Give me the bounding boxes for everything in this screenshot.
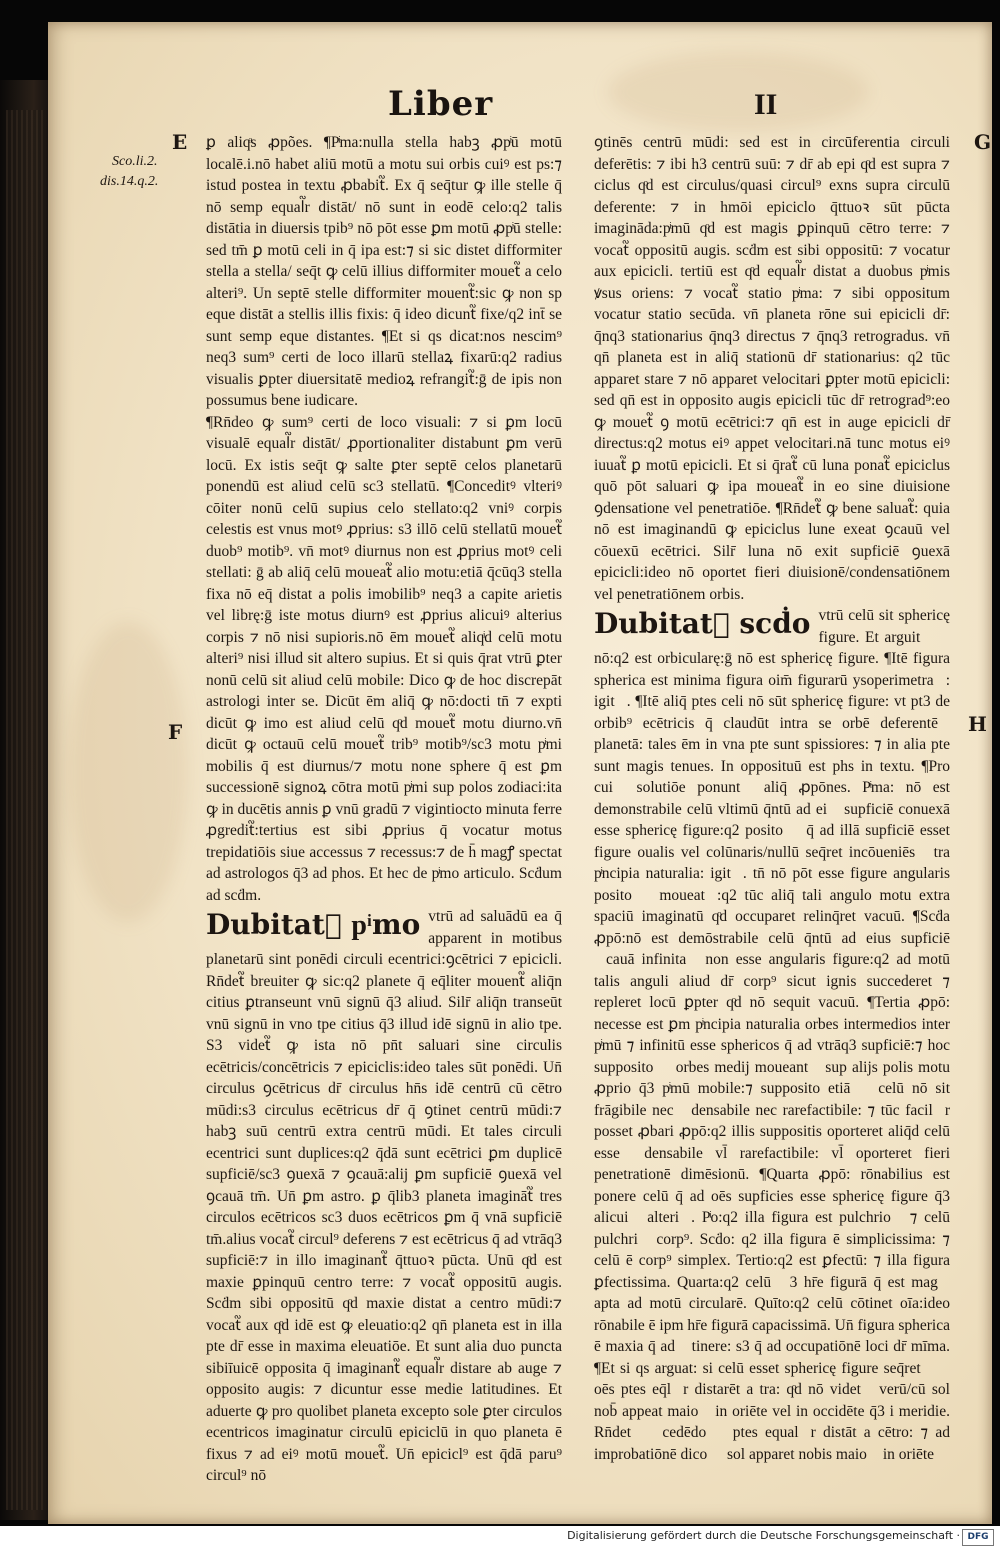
margin-letter-g: G: [974, 130, 992, 154]
book-page: [48, 22, 992, 1524]
paragraph-text: vtrū celū sit sphericę figure. Et arguit᷑ ꝙ nō:q2 est orbicularę:ḡ nō est sphericę figure. ¶Itē figura spherica est minima figura oim̄ figurarū ysoperimetraꝝ: igit᷑. ¶Itē aliq̄ ptes celi nō sūt sphericę figure: vt pt3 de orbib⁹ ecētricis q̄ claudūt intra se orbē deferentēꝫ planetā: tales ēm in vna pte sunt spissiores: ⁊ in alia pte sunt magis tenues. In opposituū est phs in textu. ¶Pro cuiꝰ solutiōe ponunt᷑ aliq̄ ꝓpōnes. Pͥma: nō est demonstrabile celū vltimū q̄ntū ad eiꝰ supficiē conuexā esse sphericę figure:q2 posito ꝙ q̄ ad illā supficiē esset figure oualis vel colūnaris/nullū seq̄ret incōueniēs ꝯtra pͥncipia naturalia: igit᷑. tn̄ nō pōt esse figure angularis posito ꝙ moueat᷑:q2 tūc aliq̄ tali angulo motu extra spaciū imaginatū qͦd occuparet relinq̄ret vacuū. ¶Scḋa ꝓpō:nō est demōstrabile celū q̄ntū ad eius supficiē ꝯcauā infinitaꝫ non esse angularis figure:q2 ad motū talis anguli aliud dr̄ corp⁹ sicut ignis succederet ⁊ repleret locū ꝑpter qͦd nō sequit vacuū. ¶Tertia ꝓpō: necesse est ꝑm pͥncipia naturalia orbes intermedios inter pͥmū ⁊ infinitū esse sphericos q̄ ad vtrāq3 supficiē:⁊ hoc supposito ꝙ orbes medij moueant᷑ sup alijs polis motu ꝓprio q̄3 pͥmū mobile:⁊ supposito etiā ꝙ celū nō sit frāgibile nec ꝯdensabile nec rarefactibile: ⁊ tūc facil᷑r posset ꝓbari ꝓpō:q2 illis suppositis oporteret aliq̄d celū esse ꝯdensabile vl̄ rarefactibile: vl̄ oporteret fieri penetrationē dimēsionū. ¶Quarta ꝓpō: rōnabilius est ponere celū q̄ ad oēs supficies esse sphericę figure q̄3 alicuiꝰ alteriꝰ. Pͥo:q2 illa figura est pulchrioꝛ ⁊ celū pulchriꝰ corp⁹. Scḋo: q2 illa figura ē simplicissima: ⁊ celū ē corp⁹ simplex. Tertio:q2 est ꝑfectū: ⁊ illa figura ꝑfectissima. Quarta:q2 celū ꝯ3 hr̄e figurā q̄ est magꝭ apta ad motū circularē. Quīto:q2 celū cōtinet oīa:ideo rōnabile ē ipm hr̄e figurā capacissimā. Un̄ figura spherica ē maxia q̄ ad ꝯtinere: s3 q̄ ad occupatiōnē loci dr̄ mīma. ¶Et si qs arguat: si celū esset sphericę figure seq̄ret᷑ ꝙ oēs ptes eq̄l᷑r distarēt a tra: qͦd nō videt᷑ verū/cū sol nob̄ appeat maioꝛ in oriēte vel in occidēte q̄3 i meridie. Rn̄det᷑ ꝯcedēdo ꝙ ptes equal᷑r distāt a cētro: ⁊ ad improbatiōnē dico ꝙ sol apparet nobis maioꝛ in oriēte: [594, 607, 950, 1463]
dfg-logo: DFG: [962, 1529, 994, 1546]
section-heading: Dubitat᷑ pͥmo: [206, 908, 421, 941]
paragraph: ¶Rn̄deo ꝙ sum⁹ certi de loco visuali: ⁊ si ꝑm locū visualē equal᷑r distāt/ ꝓportionaliter distabunt ꝑm verū locū. Ex istis seq̄t ꝙ salte ꝑter septē celos planetarū ponendū est aliud celū sc3 stellatū. ¶Conceditꝰ vlteriꝰ cōiter nonū celū supius celo stellato:q2 vniꝰ corpis celestis est vnus motꝰ ꝓprius: s3 illō celū stellatū mouet᷑ duob⁹ motib⁹. vn̄ motꝰ diurnus non est ꝓprius motꝰ celi stellati: ḡ ab aliq̄ celū moueat᷑ alio motu:etiā q̄cūq3 stella fixa nō eq̄ distat a polis imobilib⁹ neq3 a capite arietis vel librę:ḡ iste motus diurnꝰ est ꝓprius alicuiꝰ alterius corpis ⁊ nō nisi supioris.nō ēm mouet᷑ aliqͥd celū motu alteri⁹ nisi illud sit altero supius. Et si quis q̄rat vtrū ꝑter nonū celū sit aliud celū mobile: Dico ꝙ de hoc discrepāt astrologi inter se. Dicūt ēm aliq̄ ꝙ nō:docti tn̄ ⁊ expti dicūt ꝙ imo est aliud celū qͦd mouet᷑ motu diurno.vn̄ dicūt ꝙ octauū celū mouet᷑ trib⁹ motib⁹/sc3 motu pͥmi mobilis q̄ est diurnus/⁊ motu none sphere q̄ est ꝑm successionē signoꝝ cōtra motū pͥmi sup polos zodiaci:ita ꝙ in ducētis annis ꝑ vnū gradū ⁊ vigintiocto minuta ferre ꝓgredit᷑:tertius est sibi ꝓprius q̄ vocatur motus trepidatiōis siue accessus ⁊ recessus:⁊ de h̄ magꝭ spectat ad astrologos q̄3 ad phos. Et hec de pͥmo articulo. Scḋum ad scḋm.: [206, 413, 562, 904]
margin-letter-h: H: [968, 712, 987, 736]
paper-stain: [608, 52, 868, 132]
paragraph: ꝯtinēs centrū mūdi: sed est in circūferentia circuli deferētis: ⁊ ibi h3 centrū suū: ⁊ dr̄ ab epi qͦd est supra ⁊ ciclus qͦd est circulus/quasi circul⁹ exns supra circulū deferente: ⁊ in hmōi epiciclo q̄ttuoꝛ sūt pūcta imagināda:pͥmū qͦd est magis ꝑpinquū cētro terre: ⁊ vocat᷑ oppositū augis. scḋm est sibi oppositū: ⁊ vocatur aux epicicli. tertiū est qͦd equal᷑r distat a duobus pͥmis ꝟsus oriens: ⁊ vocat᷑ statio pͥma: ⁊ sibi oppositum vocatur statio secūda. vn̄ planeta rōne sui epicicli dr̄: q̄nq3 stationarius q̄nq3 directus ⁊ q̄nq3 retrogradus. vn̄ qn̄ planeta est in aliq̄ stationū dr̄ stationarius: q2 tūc apparet stare ⁊ nō apparet velocitari ꝑpter motū epicicli: sed qn̄ est in opposito augis epicicli tūc dr̄ retrograd⁹:eo ꝙ mouet᷑ ꝯ motū ecētrici:⁊ qn̄ est in auge epicicli dr̄ directus:q2 motus eiꝰ appet velocitari.nā tunc motus eiꝰ iuuat᷑ ꝑ motū epicicli. Et si q̄rat᷑ cū luna ponat᷑ epiciclus quō pōt saluari ꝙ ipa moueat᷑ in eo sine diuisione ꝯdensatione vel penetratiōe. ¶Rn̄det᷑ ꝙ bene saluat᷑: quia nō est imaginandū ꝙ epiciclus lune exeat ꝯcauū vel cōuexū ecētrici. Silr̄ luna nō exit supficiē ꝯuexā epicicli:ideo nō oportet fieri diuisionē/condensatiōnem vel penetratiōnem orbis.: [594, 134, 950, 603]
funding-credit: Digitalisierung gefördert durch die Deutsche Forschungsgemeinschaft ·: [567, 1529, 960, 1542]
folio-number: II: [754, 88, 778, 121]
paragraph: [594, 605, 950, 1465]
margin-letter-e: E: [172, 130, 188, 154]
paragraph: [206, 906, 562, 1487]
page-edges: [6, 110, 46, 1510]
margin-letter-f: F: [168, 720, 183, 744]
running-title: Liber: [388, 84, 494, 124]
margin-reference: Sco.li.2.: [112, 154, 158, 169]
paragraph: ꝑ aliqͣs ꝓpões. ¶Pͥma:nulla stella habꝫ ꝓpͥū motū localē.i.nō habet aliū motū a motu sui orbis cuiꝰ est ps:⁊ istud postea in textu ꝓbabit᷑. Ex q̄ seq̄tur ꝙ ille stelle q̄ nō semp equal᷑r distāt/ nō sunt in eodē celo:q2 talis distātia in diuersis tpib⁹ nō pōt esse ꝑm motū ꝓpͥū stelle: sed tm̄ ꝑ motū celi in q̄ ipa est:⁊ si sic distet difformiter stella a stella/ seq̄t ꝙ celū illius difformiter mouet᷑ a celo alteri⁹. Un septē stelle difformiter mouent᷑:sic ꝙ non sp eque distāt a stellis illis fixis: q̄ ideo dicunt᷑ fixe/q2 int̄ se sunt semp eque distantes. ¶Et si qs dicat:nos nescim⁹ neq3 sum⁹ certi de loco illarū stellaꝝ fixarū:q2 radius visualis ꝑpter diuersitatē medioꝝ refrangit᷑:ḡ de ipis non possumus bene iudicare.: [206, 134, 562, 409]
left-text-column: [206, 132, 562, 1487]
margin-reference: dis.14.q.2.: [100, 174, 159, 189]
paragraph-text: vtrū ad saluādū ea q̄ apparent in motibus planetarū sint ponēdi circuli ecentrici:ꝯcētrici ⁊ epicicli. Rn̄det᷑ breuiter ꝙ sic:q2 planete q̄ eq̄liter mouent᷑ aliq̄n citius ꝑtranseunt vnū signū q̄3 aliud. Silr̄ aliq̄n transeūt vnū signū in vno tpe citius q̄3 illud idē signū in alio tpe. S3 videt᷑ ꝙ ista nō pn̄t saluari sine circulis ecētricis/concētricis ⁊ epiciclis:ideo tales sūt ponēdi. Un̄ circulus ꝯcētricus dr̄ circulus hn̄s idē centrū cū cētro mūdi:s3 circulus ecētricus dr̄ q̄ ꝯtinet centrū mūdi:⁊ habꝫ suū centrū extra centrū mūdi. Et tales circuli ecentrici sunt duplices:q2 q̄dā sunt ecētrici ꝑm duplicē supficiē/sc3 ꝯuexā ⁊ ꝯcauā:alij ꝑm supficiē ꝯuexā vel ꝯcauā tm̄. Un̄ ꝑm astro. ꝑ q̄lib3 planeta imagināt᷑ tres circulos ecētricos sc3 duos ecētricos ꝑm q̄ vnā supficiē tm̄.alius vocat᷑ circul⁹ deferens ⁊ est ecētricus q̄ ad vtrāq3 supficiē:⁊ in illo imaginant᷑ q̄ttuoꝛ pūcta. Unū qͦd est maxie ꝑpinquū centro terre: ⁊ vocat᷑ oppositū augis. Scḋm sibi oppositū qͦd maxie distat a centro mūdi:⁊ vocat᷑ aux qͦd idē est ꝙ eleuatio:q2 qn̄ planeta est in illa pte dr̄ esse in maxima eleuatiōe. Et sunt alia duo puncta sibiīuicē opposita q̄ imaginant᷑ equal᷑r distare ab auge ⁊ opposito augis: ⁊ dicuntur esse medie latitudines. Et aduerte ꝙ pro quolibet planeta excepto sole ꝑter circulos ecentricos imaginatur circulū epiciclū in quo planeta ē fixus ⁊ ad eiꝰ motū mouet᷑. Un̄ epicicl⁹ est q̄dā paru⁹ circul⁹ nō: [206, 908, 562, 1484]
paper-stain: [68, 622, 188, 922]
section-heading: Dubitat᷑ scḋo: [594, 607, 811, 640]
right-text-column: [594, 132, 950, 1465]
footer-bar: [0, 1526, 1000, 1548]
